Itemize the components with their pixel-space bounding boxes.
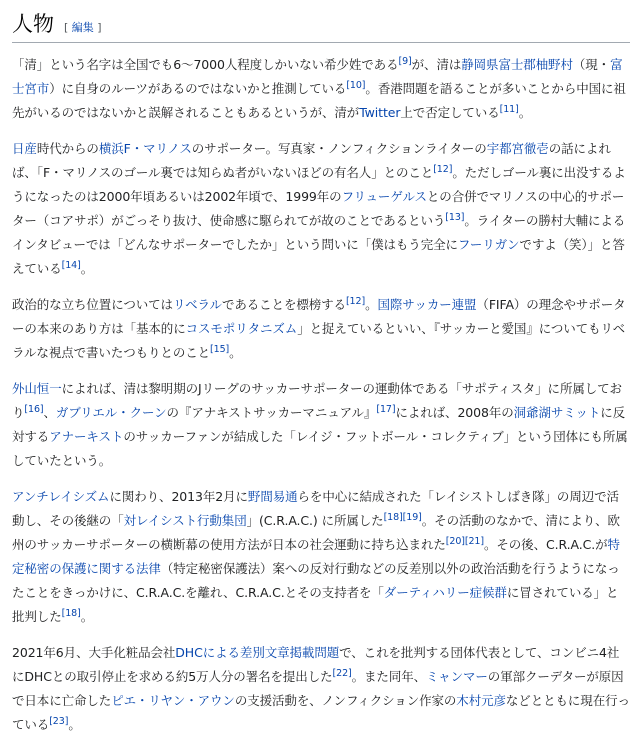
paragraph-text: との合併でマリノスの中心的サポーター（コアサポ）がごっそり抜け、使命感に駆られてが故のことであるという: [12, 189, 625, 228]
paragraph-text: に関わり、2013年2月に: [109, 489, 248, 504]
paragraph-text: ）に自身のルーツがあるのではないかと推測している: [49, 81, 347, 96]
citation-ref[interactable]: [17]: [376, 403, 396, 415]
paragraph-text: 。その後、C.R.A.C.が: [483, 537, 608, 552]
citation-ref[interactable]: [10]: [346, 79, 366, 91]
wiki-link[interactable]: アンチレイシズム: [12, 489, 110, 504]
paragraph-text: 政治的な立ち位置については: [12, 297, 173, 312]
paragraph-text: のサッカーファンが結成した「レイジ・フットボール・コレクティブ」という団体にも所属していたという。: [12, 429, 628, 468]
wiki-link[interactable]: 洞爺湖サミット: [513, 405, 601, 420]
paragraph-text: が、清は: [411, 57, 462, 72]
wiki-link[interactable]: 国際サッカー連盟: [377, 297, 477, 312]
citation-ref[interactable]: [18][19]: [383, 511, 422, 523]
wiki-link[interactable]: Twitter: [359, 105, 401, 120]
citation-ref[interactable]: [13]: [445, 211, 465, 223]
paragraph-text: 2021年6月、大手化粧品会社: [12, 645, 176, 660]
wiki-link[interactable]: 木村元彦: [456, 693, 506, 708]
paragraph-text: の軍部クーデターが原因で日本に亡命した: [12, 669, 624, 708]
wiki-link[interactable]: 日産: [12, 141, 37, 156]
wiki-link[interactable]: 外山恒一: [12, 381, 62, 396]
paragraph-text: らを中心に結成された「レイシストしばき隊」の周辺で活動し、その後継の「: [12, 489, 619, 528]
wiki-link[interactable]: 対レイシスト行動集団: [123, 513, 247, 528]
citation-ref[interactable]: [18]: [61, 607, 81, 619]
citation-ref[interactable]: [9]: [398, 55, 412, 67]
paragraph-6: [12, 641, 630, 737]
paragraph-text: 。: [229, 345, 242, 360]
paragraph-text: 」(C.R.A.C.) に所属した: [246, 513, 384, 528]
paragraph-text: などとともに現在行っている: [12, 693, 630, 732]
paragraph-text: 。: [518, 105, 532, 120]
wiki-link[interactable]: 横浜F・マリノス: [98, 141, 192, 156]
edit-section: [64, 19, 102, 35]
wiki-link[interactable]: ミャンマー: [426, 669, 488, 684]
wiki-link[interactable]: フーリガン: [457, 237, 520, 252]
wiki-link[interactable]: フリューゲルス: [341, 189, 427, 204]
paragraph-text: 。: [80, 609, 94, 624]
paragraph-text: 。ライターの勝村大輔によるインタビューでは「どんなサポーターでしたか」という問いに「僕はもう完全に: [12, 213, 626, 252]
paragraph-text: に反対する: [12, 405, 626, 444]
citation-ref[interactable]: [23]: [49, 715, 69, 727]
edit-bracket-close: ]: [97, 21, 102, 34]
paragraph-text: （特定秘密保護法）案への反対行動などの反差別以外の政治活動を行うようになったことをきっかけに、C.R.A.C.を離れ、C.R.A.C.とその支持者を「: [12, 561, 620, 600]
paragraph-text: 時代からの: [36, 141, 99, 156]
wiki-link[interactable]: 静岡県富士郡柚野村: [461, 57, 573, 72]
paragraph-text: の支援活動を、ノンフィクション作家の: [234, 693, 457, 708]
paragraph-text: （現・: [572, 57, 611, 72]
wiki-link[interactable]: アナーキスト: [49, 429, 124, 444]
paragraph-text: 。: [68, 717, 81, 732]
paragraph-text: 。: [365, 297, 378, 312]
paragraph-4: [12, 377, 630, 473]
paragraph-text: のサポーター。写真家・ノンフィクションライターの: [191, 141, 487, 156]
wiki-link[interactable]: 特定秘密の保護に関する法律: [12, 537, 620, 576]
paragraph-text: 上で否定している: [400, 105, 500, 120]
wiki-link[interactable]: 野間易通: [247, 489, 298, 504]
paragraph-5: [12, 485, 630, 629]
paragraph-text: の話によれば、「F・マリノスのゴール裏では知らぬ者がいないほどの有名人」とのこと: [12, 141, 611, 180]
paragraph-text: （FIFA）の理念やサポーターの本来のあり方は「基本的に: [12, 297, 626, 336]
citation-ref[interactable]: [22]: [332, 667, 352, 679]
edit-bracket-open: [: [64, 21, 69, 34]
wiki-link[interactable]: DHCによる差別文章掲載問題: [175, 645, 340, 660]
paragraph-text: であることを標榜する: [221, 297, 346, 312]
paragraph-text: によれば、清は黎明期のJリーグのサッカーサポーターの運動体である「サポティスタ」に所属しており: [12, 381, 622, 420]
citation-ref[interactable]: [20][21]: [445, 535, 484, 547]
paragraph-text: 。香港問題を語ることが多いことから中国に祖先がいるのではないかと誤解されることもあるというが、清が: [12, 81, 626, 120]
wiki-link[interactable]: ピエ・リヤン・アウン: [111, 693, 235, 708]
wiki-link[interactable]: リベラル: [172, 297, 222, 312]
section-heading: [12, 0, 630, 43]
edit-link[interactable]: 編集: [71, 21, 94, 34]
paragraph-text: 。: [80, 261, 94, 276]
citation-ref[interactable]: [16]: [24, 403, 44, 415]
paragraph-text: 。その活動のなかで、清により、欧州のサッカーサポーターの横断幕の使用方法が日本の社会運動に持ち込まれた: [12, 513, 620, 552]
wiki-link[interactable]: コスモポリタニズム: [185, 321, 298, 336]
paragraph-text: によれば、2008年の: [395, 405, 514, 420]
wiki-link[interactable]: 宇都宮徹壱: [486, 141, 549, 156]
citation-ref[interactable]: [11]: [499, 103, 519, 115]
paragraph-text: ですよ（笑）」と答えている: [12, 237, 625, 276]
paragraph-text: に冒されている」と批判した: [12, 585, 619, 624]
citation-ref[interactable]: [12]: [345, 295, 366, 307]
citation-ref[interactable]: [12]: [433, 163, 453, 175]
citation-ref[interactable]: [15]: [210, 343, 230, 355]
citation-ref[interactable]: [14]: [61, 259, 81, 271]
paragraph-text: 。ただしゴール裏に出没するようになったのは2000年頃あるいは2002年頃で、1999年の: [12, 165, 626, 204]
paragraph-1: [12, 53, 630, 125]
wiki-link[interactable]: ダーティハリー症候群: [383, 585, 507, 600]
paragraph-text: 、: [43, 405, 56, 420]
paragraph-text: で、これを批判する団体代表として、コンビニ4社にDHCとの取引停止を求める約5万人分の署名を提出した: [12, 645, 620, 684]
wiki-link[interactable]: 富士宮市: [12, 57, 623, 96]
section-title: 人物: [12, 12, 54, 36]
wiki-link[interactable]: ガブリエル・クーン: [55, 405, 167, 420]
paragraph-text: 「清」という名字は全国でも6～7000人程度しかいない希少姓である: [12, 57, 399, 72]
paragraph-text: の『アナキストサッカーマニュアル』: [166, 405, 377, 420]
paragraph-3: [12, 293, 630, 365]
paragraph-2: [12, 137, 630, 281]
paragraph-text: 。また同年、: [351, 669, 427, 684]
paragraph-text: 」と捉えているといい、『サッカーと愛国』についてもリベラルな視点で書いたつもりとのこと: [12, 321, 626, 360]
